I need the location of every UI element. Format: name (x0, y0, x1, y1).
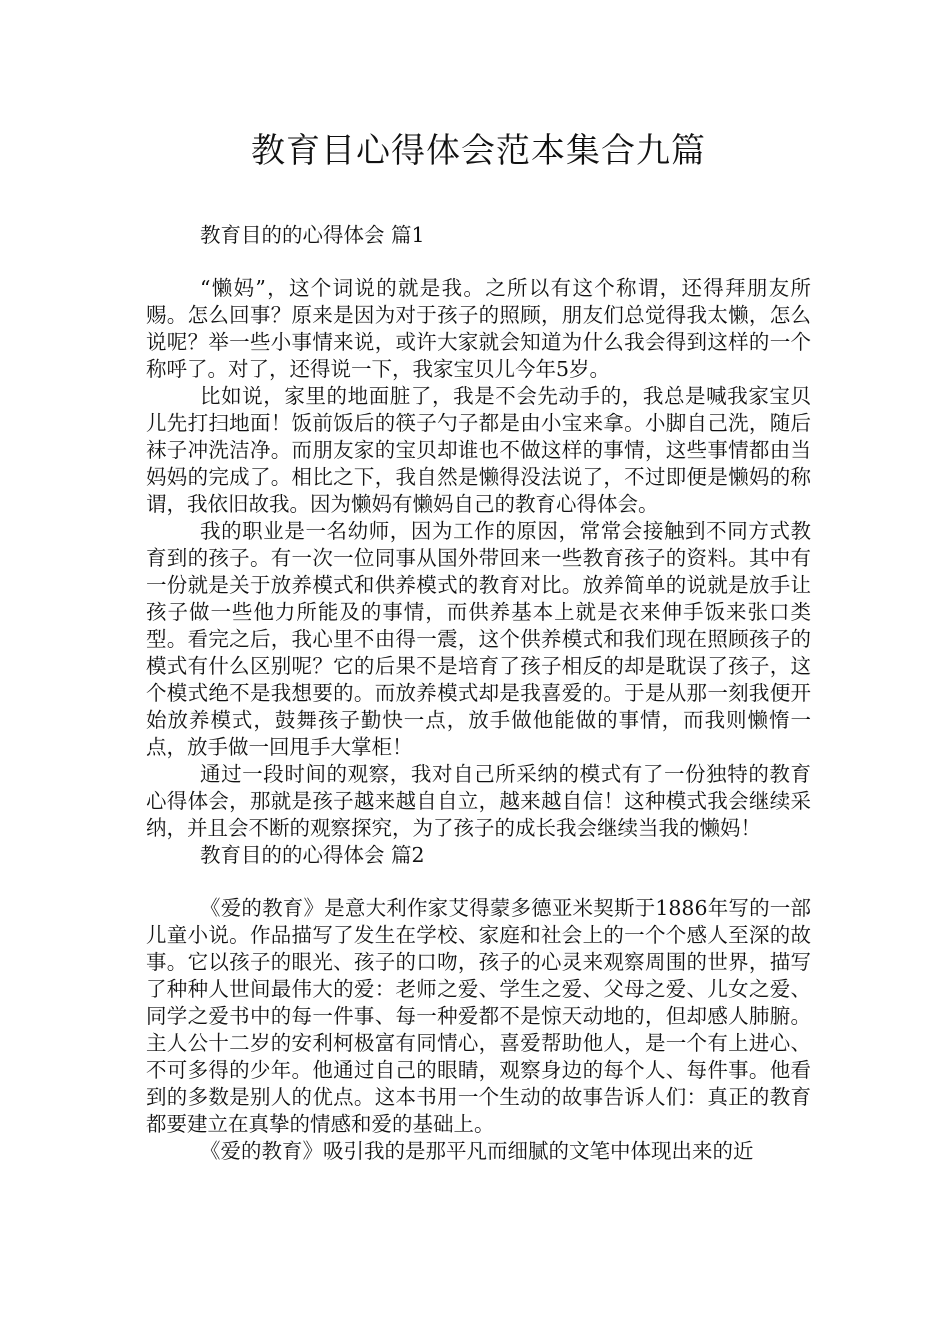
paragraph: 通过一段时间的观察，我对自己所采纳的模式有了一份独特的教育心得体会，那就是孩子越来越自自立，越来越自信！这种模式我会继续采纳，并且会不断的观察探究，为了孩子的成长我会继续当我的懒妈！ (146, 762, 811, 840)
paragraph: 《爱的教育》是意大利作家艾得蒙多德亚米契斯于1886年写的一部儿童小说。作品描写了发生在学校、家庭和社会上的一个个感人至深的故事。它以孩子的眼光、孩子的口吻，孩子的心灵来观察周围的世界，描写了种种人世间最伟大的爱：老师之爱、学生之爱、父母之爱、儿女之爱、同学之爱书中的每一件事、每一种爱都不是惊天动地的，但却感人肺腑。主人公十二岁的安利柯极富有同情心，喜爱帮助他人，是一个有上进心、不可多得的少年。他通过自己的眼睛，观察身边的每个人、每件事。他看到的多数是别人的优点。这本书用一个生动的故事告诉人们：真正的教育都要建立在真挚的情感和爱的基础上。 (146, 896, 811, 1136)
document-page (146, 128, 811, 1165)
section-2 (146, 842, 811, 1165)
paragraph: 比如说，家里的地面脏了，我是不会先动手的，我总是喊我家宝贝儿先打扫地面！饭前饭后的筷子勺子都是由小宝来拿。小脚自己洗，随后袜子冲洗洁净。而朋友家的宝贝却谁也不做这样的事情，这些事情都由当妈妈的完成了。相比之下，我自然是懒得没法说了，不过即便是懒妈的称谓，我依旧故我。因为懒妈有懒妈自己的教育心得体会。 (146, 384, 811, 516)
paragraph: 《爱的教育》吸引我的是那平凡而细腻的文笔中体现出来的近 (200, 1139, 754, 1163)
section-1 (146, 222, 811, 842)
paragraph: “懒妈”，这个词说的就是我。之所以有这个称谓，还得拜朋友所赐。怎么回事？原来是因为对于孩子的照顾，朋友们总觉得我太懒，怎么说呢？举一些小事情来说，或许大家就会知道为什么我会得到这样的一个称呼了。对了，还得说一下，我家宝贝儿今年5岁。 (146, 276, 811, 381)
paragraph: 我的职业是一名幼师，因为工作的原因，常常会接触到不同方式教育到的孩子。有一次一位同事从国外带回来一些教育孩子的资料。其中有一份就是关于放养模式和供养模式的教育对比。放养简单的说就是放手让孩子做一些他力所能及的事情，而供养基本上就是衣来伸手饭来张口类型。看完之后，我心里不由得一震，这个供养模式和我们现在照顾孩子的模式有什么区别呢？它的后果不是培育了孩子相反的却是耽误了孩子，这个模式绝不是我想要的。而放养模式却是我喜爱的。于是从那一刻我便开始放养模式，鼓舞孩子勤快一点，放手做他能做的事情，而我则懒惰一点，放手做一回甩手大掌柜！ (146, 519, 811, 759)
section-heading: 教育目的的心得体会 篇2 (200, 843, 425, 867)
section-heading: 教育目的的心得体会 篇1 (200, 223, 425, 247)
document-title: 教育目心得体会范本集合九篇 (251, 131, 706, 171)
